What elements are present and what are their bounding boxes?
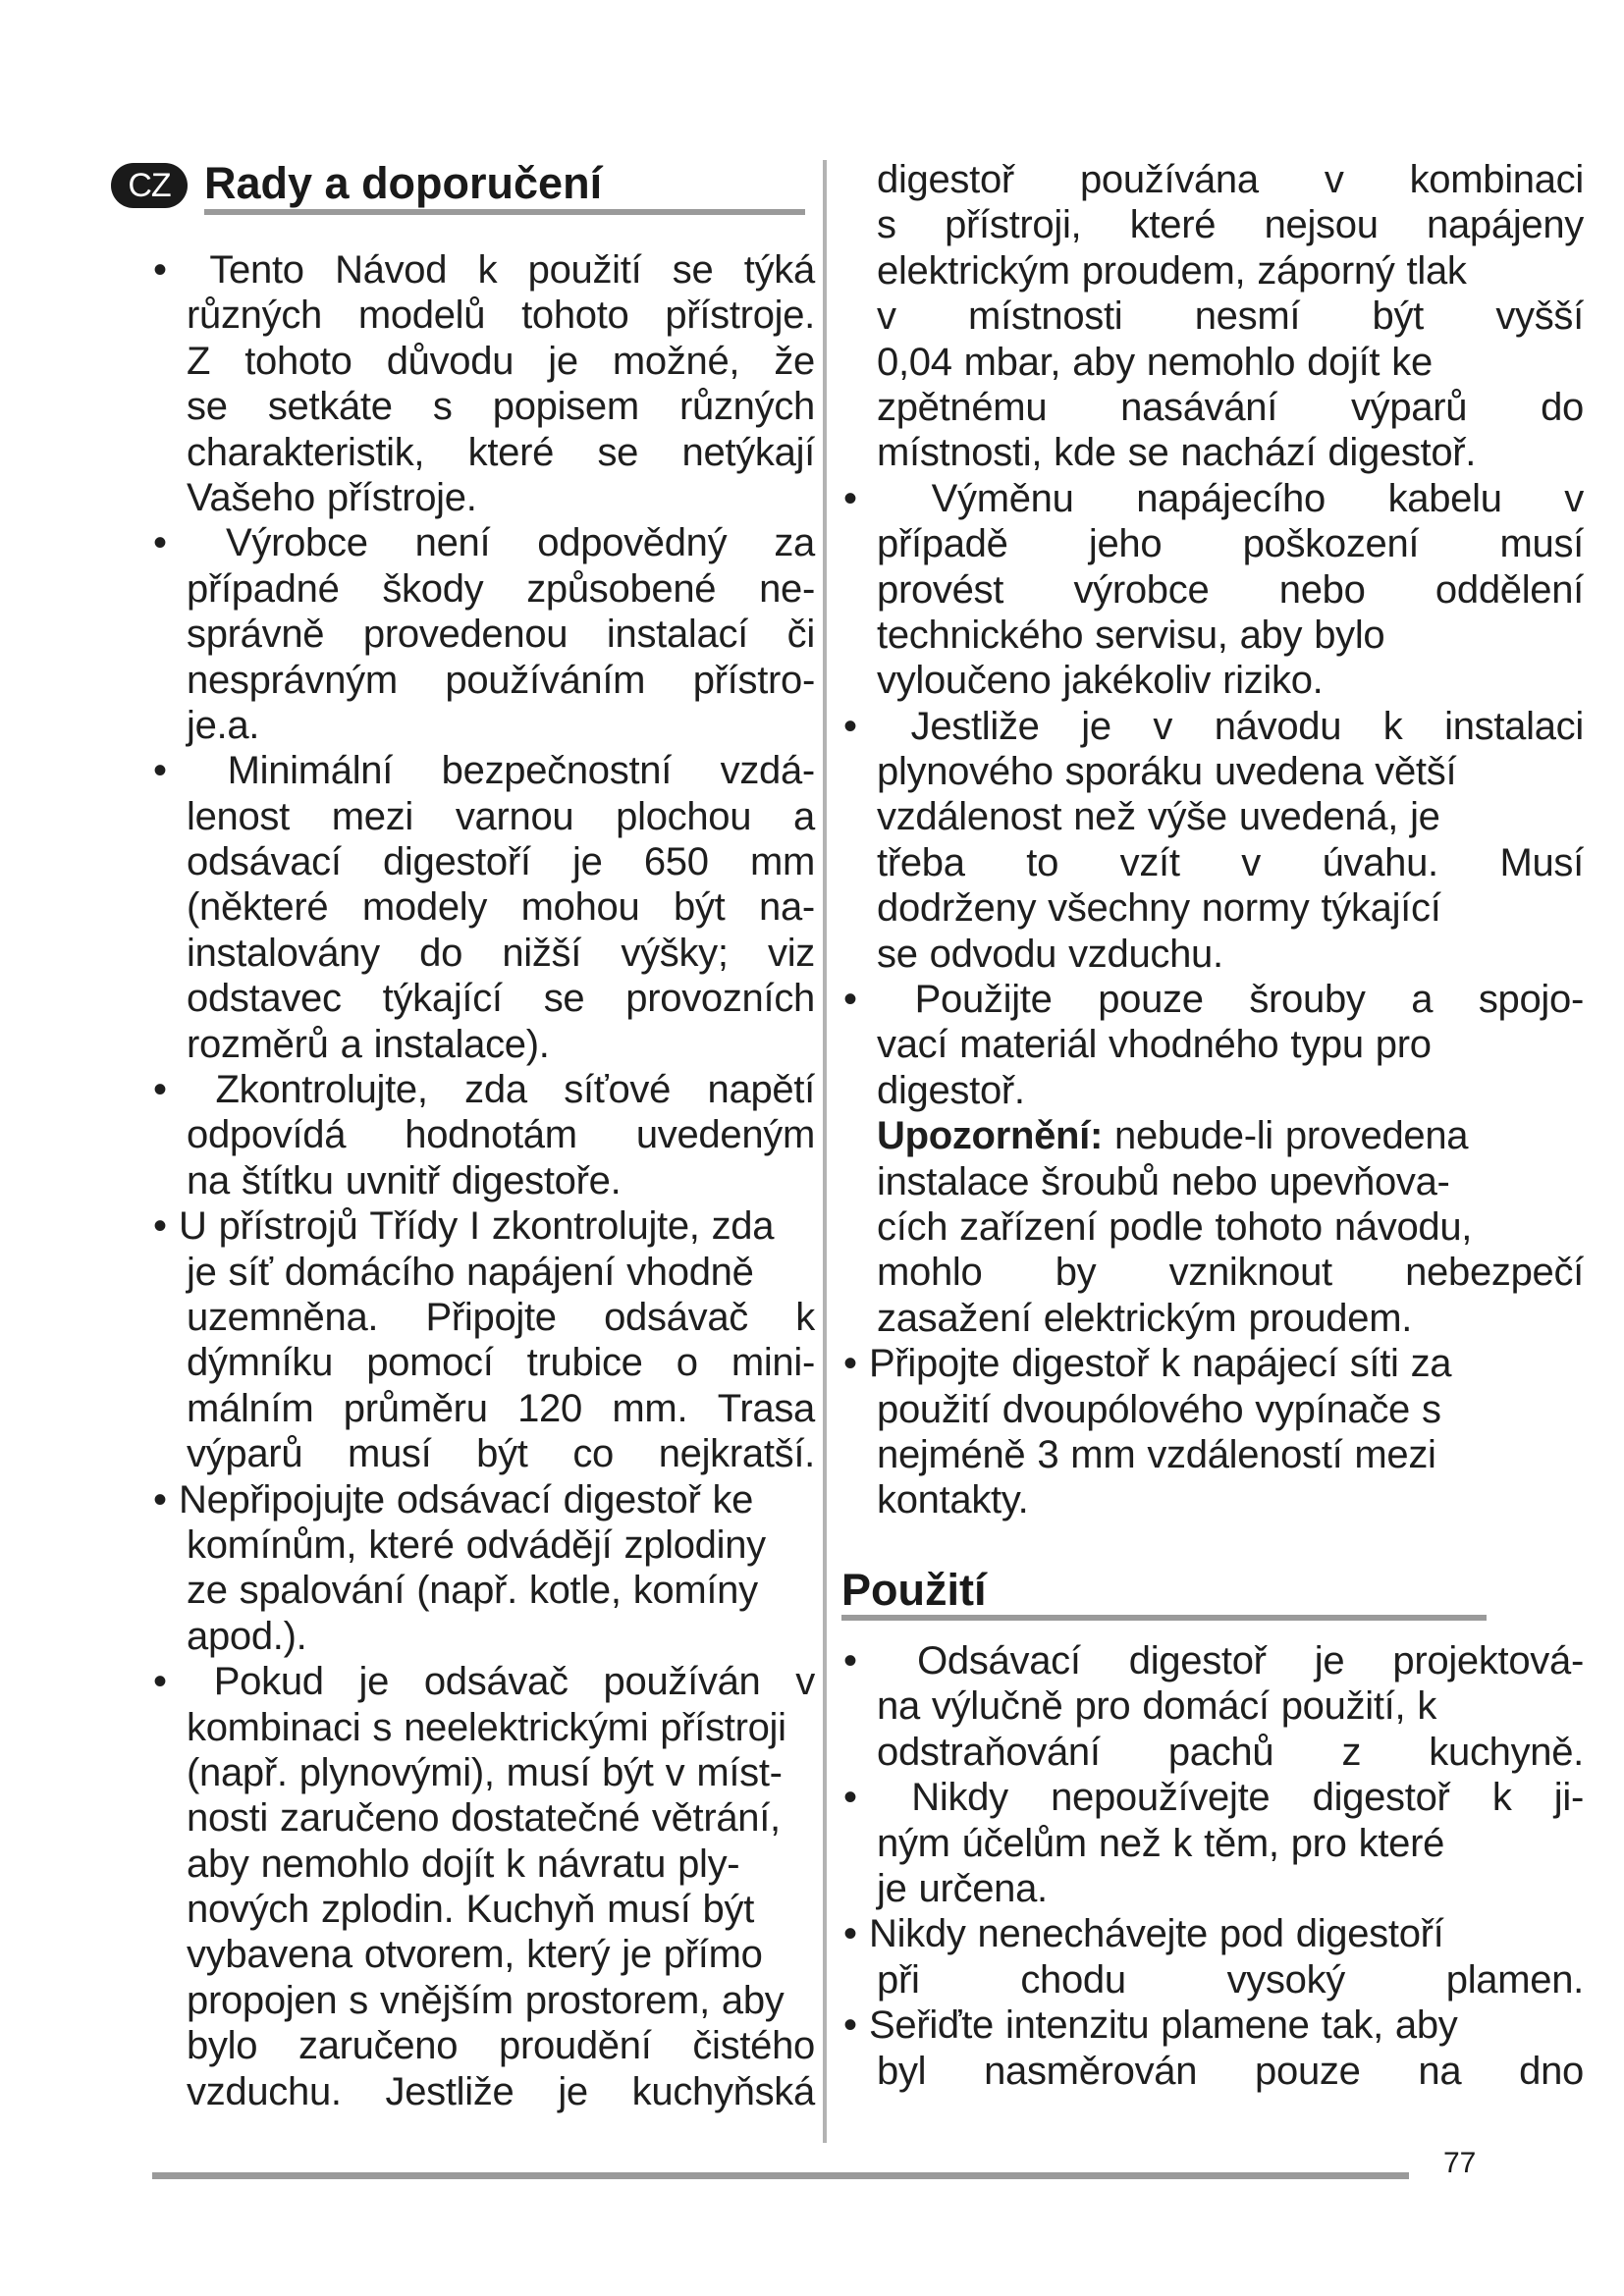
bullet-marker: •: [153, 1068, 167, 1112]
text-line: nejméně 3 mm vzdáleností mezi: [877, 1432, 1436, 1476]
bullet-marker: •: [843, 1776, 857, 1820]
text-line: se setkáte s popisem různých: [187, 385, 815, 429]
text-line: instalovány do nižší výšky; viz: [187, 931, 815, 975]
bullet-item-first-line: • U přístrojů Třídy I zkontrolujte, zda: [153, 1204, 775, 1249]
text-line: je určena.: [877, 1866, 1048, 1910]
text-line: Vašeho přístroje.: [187, 475, 477, 519]
language-badge: CZ: [111, 163, 188, 208]
bullet-marker: •: [153, 521, 167, 565]
bullet-marker: •: [843, 2003, 857, 2048]
warning-label: Upozornění:: [877, 1114, 1104, 1158]
text-line: 0,04 mbar, aby nemohlo dojít ke: [877, 340, 1433, 384]
use-title-underline: [841, 1615, 1487, 1621]
bullet-marker: •: [153, 248, 167, 292]
bullet-item-first-line: • Jestliže je v návodu k instalaci: [843, 704, 1584, 748]
text-line: mohlo by vzniknout nebezpečí: [877, 1251, 1584, 1295]
text-line: bylo zaručeno proudění čistého: [187, 2024, 815, 2068]
text-line: instalace šroubů nebo upevňova-: [877, 1159, 1450, 1203]
text-line: aby nemohlo dojít k návratu ply-: [187, 1842, 740, 1886]
text-line: případné škody způsobené ne-: [187, 566, 815, 611]
title-underline: [204, 209, 805, 215]
bullet-marker: •: [843, 1639, 857, 1682]
bullet-marker: •: [843, 1912, 857, 1956]
text-line: byl nasměrován pouze na dno: [877, 2049, 1584, 2093]
bullet-marker: •: [843, 704, 857, 748]
text-line: kontakty.: [877, 1478, 1029, 1522]
text-line: propojen s vnějším prostorem, aby: [187, 1978, 785, 2022]
text-line: Z tohoto důvodu je možné, že: [187, 339, 815, 383]
text-line: lenost mezi varnou plochou a: [187, 794, 815, 838]
text-line: kombinaci s neelektrickými přístroji: [187, 1705, 786, 1749]
page-number: 77: [1443, 2147, 1477, 2179]
text-line: uzemněna. Připojte odsávač k: [187, 1295, 815, 1339]
column-divider: [823, 160, 827, 2143]
text-line: odpovídá hodnotám uvedeným: [187, 1113, 815, 1157]
bullet-marker: •: [153, 1477, 167, 1522]
bullet-item-first-line: • Pokud je odsávač používán v: [153, 1660, 815, 1704]
text-line: digestoř používána v kombinaci: [877, 158, 1584, 201]
text-line: použití dvoupólového vypínače s: [877, 1387, 1441, 1431]
bullet-item-first-line: • Tento Návod k použití se týká: [153, 248, 815, 292]
bullet-item-first-line: • Seřiďte intenzitu plamene tak, aby: [843, 2003, 1458, 2048]
text-line: na štítku uvnitř digestoře.: [187, 1158, 622, 1202]
text-line: Upozornění: nebude-li provedena: [877, 1114, 1469, 1158]
text-line: charakteristik, které se netýkají: [187, 430, 815, 474]
bullet-item-first-line: • Výměnu napájecího kabelu v: [843, 476, 1584, 520]
footer-rule: [152, 2172, 1409, 2179]
bullet-item-first-line: • Nikdy nepoužívejte digestoř k ji-: [843, 1776, 1584, 1820]
text-line: při chodu vysoký plamen.: [877, 1957, 1584, 2002]
right-column-top: [843, 157, 1584, 1523]
text-line: ze spalování (např. kotle, komíny: [187, 1569, 758, 1613]
text-line: nových zplodin. Kuchyň musí být: [187, 1888, 755, 1932]
text-line: místnosti, kde se nachází digestoř.: [877, 431, 1477, 475]
bullet-item-first-line: • Připojte digestoř k napájecí síti za: [843, 1342, 1452, 1386]
bullet-item-first-line: • Odsávací digestoř je projektová-: [843, 1639, 1584, 1682]
text-line: (např. plynovými), musí být v míst-: [187, 1750, 783, 1794]
text-line: (některé modely mohou být na-: [187, 885, 815, 930]
text-line: nesprávným používáním přístro-: [187, 658, 815, 702]
bullet-marker: •: [153, 749, 167, 793]
bullet-item-first-line: • Použijte pouze šrouby a spojo-: [843, 978, 1584, 1022]
text-line: zasažení elektrickým proudem.: [877, 1296, 1413, 1340]
text-line: výparů musí být co nejkratší.: [187, 1432, 815, 1476]
bullet-marker: •: [153, 1204, 167, 1249]
text-line: komínům, které odvádějí zplodiny: [187, 1522, 766, 1567]
bullet-marker: •: [153, 1660, 167, 1704]
bullet-item-first-line: • Nikdy nenechávejte pod digestoří: [843, 1912, 1444, 1956]
text-line: se odvodu vzduchu.: [877, 932, 1223, 976]
text-line: případě jeho poškození musí: [877, 522, 1584, 566]
text-line: vzdálenost než výše uvedená, je: [877, 795, 1440, 839]
text-line: vyloučeno jakékoliv riziko.: [877, 659, 1324, 703]
bullet-marker: •: [843, 978, 857, 1022]
text-line: apod.).: [187, 1614, 307, 1658]
bullet-marker: •: [843, 476, 857, 520]
bullet-marker: •: [843, 1342, 857, 1386]
text-line: je síť domácího napájení vhodně: [187, 1250, 754, 1294]
text-line: odstraňování pachů z kuchyně.: [877, 1730, 1584, 1774]
text-line: vzduchu. Jestliže je kuchyňská: [187, 2069, 815, 2113]
text-line: vybavena otvorem, který je přímo: [187, 1933, 763, 1977]
text-line: digestoř.: [877, 1068, 1025, 1112]
text-line: provést výrobce nebo oddělení: [877, 567, 1584, 612]
text-line: nosti zaručeno dostatečné větrání,: [187, 1796, 781, 1841]
text-line: odstavec týkající se provozních: [187, 977, 815, 1021]
left-column: [153, 247, 815, 2114]
text-line: s přístroji, které nejsou napájeny: [877, 203, 1584, 247]
text-line: dýmníku pomocí trubice o mini-: [187, 1341, 815, 1385]
text-line: plynového sporáku uvedena větší: [877, 750, 1457, 794]
text-line: elektrickým proudem, záporný tlak: [877, 248, 1467, 293]
text-line: technického servisu, aby bylo: [877, 613, 1385, 657]
text-line: vací materiál vhodného typu pro: [877, 1023, 1432, 1067]
section-title-use: Použití: [841, 1565, 987, 1615]
text-line: málním průměru 120 mm. Trasa: [187, 1386, 815, 1430]
text-line: zpětnému nasávání výparů do: [877, 385, 1584, 429]
text-line: cích zařízení podle tohoto návodu,: [877, 1204, 1473, 1249]
bullet-item-first-line: • Minimální bezpečnostní vzdá-: [153, 749, 815, 793]
text-line: na výlučně pro domácí použití, k: [877, 1684, 1437, 1729]
text-line: správně provedenou instalací či: [187, 613, 815, 657]
text-line: ným účelům než k těm, pro které: [877, 1821, 1445, 1865]
bullet-item-first-line: • Nepřipojujte odsávací digestoř ke: [153, 1477, 754, 1522]
text-line: rozměrů a instalace).: [187, 1022, 550, 1066]
section-title: Rady a doporučení: [204, 158, 603, 208]
text-line: odsávací digestoří je 650 mm: [187, 840, 815, 884]
text-line: třeba to vzít v úvahu. Musí: [877, 840, 1584, 884]
bullet-item-first-line: • Zkontrolujte, zda síťové napětí: [153, 1068, 815, 1112]
text-line: v místnosti nesmí být vyšší: [877, 294, 1584, 339]
text-line: je.a.: [187, 703, 260, 747]
text-line: různých modelů tohoto přístroje.: [187, 294, 815, 338]
right-column-bottom: [843, 1638, 1584, 2094]
text-line: dodrženy všechny normy týkající: [877, 886, 1441, 931]
bullet-item-first-line: • Výrobce není odpovědný za: [153, 521, 815, 565]
